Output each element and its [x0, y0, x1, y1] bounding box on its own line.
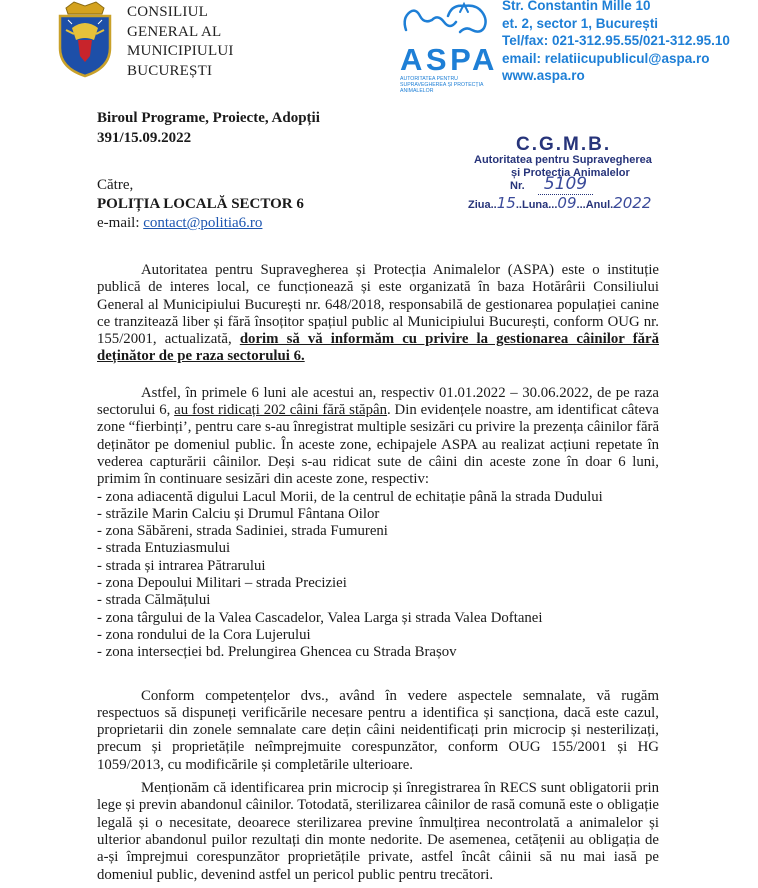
list-item: - zona Depoului Militari – strada Preciziei [97, 575, 347, 592]
list-item: - zona târgului de la Valea Cascadelor, Valea Larga și strada Valea Doftanei [97, 609, 543, 626]
stamp-luna-value: 09 [557, 194, 577, 212]
contact-block [502, 0, 730, 85]
aspa-logo [398, 0, 498, 94]
stamp-anul-value: 2022 [613, 194, 652, 212]
paragraph-text: Autoritatea pentru Supravegherea și Protecția Animalelor (ASPA) este o instituție publică de interes local, ce funcționează și este organizată în baza Hotărârii Consiliului General al Municipiului București nr. 648/2018, responsabilă de gestionarea populației canine ce tranzitează liber și fără însoțitor spațiul public al Municipiului București, conform OUG nr. 155/2001, actualizată, [97, 262, 659, 348]
recipient-block [97, 176, 304, 233]
office-name: Biroul Programe, Proiecte, Adopții [97, 110, 320, 126]
phone-line: Tel/fax: 021-312.95.55/021-312.95.10 [502, 33, 730, 48]
council-name-line: MUNICIPIULUI [127, 43, 234, 59]
reference-number: 391/15.09.2022 [97, 130, 192, 146]
stamp-ziua-label: Ziua [468, 199, 491, 211]
list-item: - zona rondului de la Cora Lujerului [97, 626, 311, 643]
stamp-anul-label: Anul [585, 199, 611, 211]
stamp-luna-label: Luna [521, 199, 549, 211]
list-item: - zona intersecției bd. Prelungirea Ghencea cu Strada Brașov [97, 644, 457, 661]
stamp-line: și Protecția Animalelor [511, 167, 630, 179]
paragraph-obligations: Menționăm că identificarea prin microcip și înregistrarea în RECS sunt obligatorii prin lege și previn abandonul câinilor. Totodată, sterilizarea câinilor de rasă comună este o obligație legală și o necesitate, deoarece sterilizarea previne înmulțirea necontrolată a animalelor și ulterior abandonul puilor rezultați din monte nedorite. De asemenea, cetățenii au obligația de a-și împrejmui corespunzător proprietățile private, astfel încât câinii să nu mai iasă pe domeniul public, devenind astfel un pericol public pentru trecători. [97, 780, 659, 883]
stamp-line: Autoritatea pentru Supravegherea [474, 154, 652, 166]
list-item: - strada Entuziasmului [97, 540, 231, 557]
letter-body [97, 262, 659, 884]
paragraph-emphasis: dorim să vă informăm cu privire la gestionarea câinilor fără deținător de pe raza sectorului 6. [97, 331, 659, 365]
stamp-date: Ziua..15..Luna...09...Anul.2022 [468, 194, 652, 212]
list-item: - strada și intrarea Pătrarului [97, 557, 266, 574]
website-line[interactable]: www.aspa.ro [502, 68, 585, 83]
recipient-email-line [97, 214, 304, 233]
paragraph-text: Astfel, în primele 6 luni ale acestui an, respectiv 01.01.2022 – 30.06.2022, de pe raza sectorului 6, [97, 384, 659, 419]
stamp-ziua-value: 15 [496, 194, 516, 212]
office-block [97, 108, 320, 148]
council-name-line: GENERAL AL [127, 23, 222, 40]
stamp-title: C.G.M.B. [516, 134, 612, 155]
list-item: - străzile Marin Calciu și Drumul Fântana Oilor [97, 505, 380, 522]
recipient-name: POLIȚIA LOCALĂ SECTOR 6 [97, 196, 304, 212]
address-line: et. 2, sector 1, București [502, 15, 659, 31]
stamp-nr-label: Nr. [510, 180, 525, 192]
paragraph-underlined: au fost ridicați 202 câini fără stăpân [174, 402, 387, 419]
stamp-nr-value: 5109 [538, 174, 593, 195]
paragraph-intro [97, 262, 659, 366]
email-line[interactable]: email: relatiicupublicul@aspa.ro [502, 50, 710, 66]
aspa-animals-outline-icon [398, 0, 494, 42]
list-item: - zona adiacentă digului Lacul Morii, de la centrul de echitație până la strada Dudului [97, 488, 603, 505]
aspa-logo-subtitle: AUTORITATEA PENTRU SUPRAVEGHEREA ȘI PROTECȚIA ANIMALELOR [400, 76, 484, 94]
list-item: - zona Săbăreni, strada Sadiniei, strada Fumureni [97, 523, 388, 540]
paragraph-request: Conform competențelor dvs., având în vedere aspectele semnalate, vă rugăm respectuos să dispuneți verificările necesare pentru a identifica și sancționa, dacă este cazul, proprietarii din zonele semnalate care dețin câini neidentificați prin microcip și nesterilizați, precum și proprietățile neîmprejmuite corespunzător, conform OUG 155/2001 și HG 1059/2013, cu modificările și completările ulterioare. [97, 687, 659, 773]
recipient-email-link[interactable]: contact@politia6.ro [143, 215, 263, 231]
council-name-line: CONSILIUL [127, 4, 208, 20]
aspa-logo-text: ASPA [400, 42, 498, 77]
paragraph-text: . Din evidențele noastre, am identificat câteva zone “fierbinți’, pentru care s-au înregistrat multiple sesizări cu privire la prezența câinilor fără deținător pe domeniul public. În aceste zone, echipajele ASPA au realizat acțiuni repetate în vederea capturării câinilor. Deși s-au ridicat sute de câini din aceste zone în doar 6 luni, primim în continuare sesizări din aceste zone, respectiv: [97, 402, 660, 488]
paragraph-statistics [97, 385, 659, 489]
bucharest-coat-of-arms-icon [52, 0, 118, 78]
council-name [127, 3, 234, 81]
registration-stamp [466, 134, 676, 214]
zones-list [97, 489, 659, 662]
council-name-line: BUCUREȘTI [127, 62, 213, 79]
address-line: Str. Constantin Mille 10 [502, 0, 651, 13]
recipient-email-label: e-mail: [97, 215, 140, 231]
list-item: - strada Călmățului [97, 592, 211, 609]
recipient-to-label: Către, [97, 177, 134, 193]
